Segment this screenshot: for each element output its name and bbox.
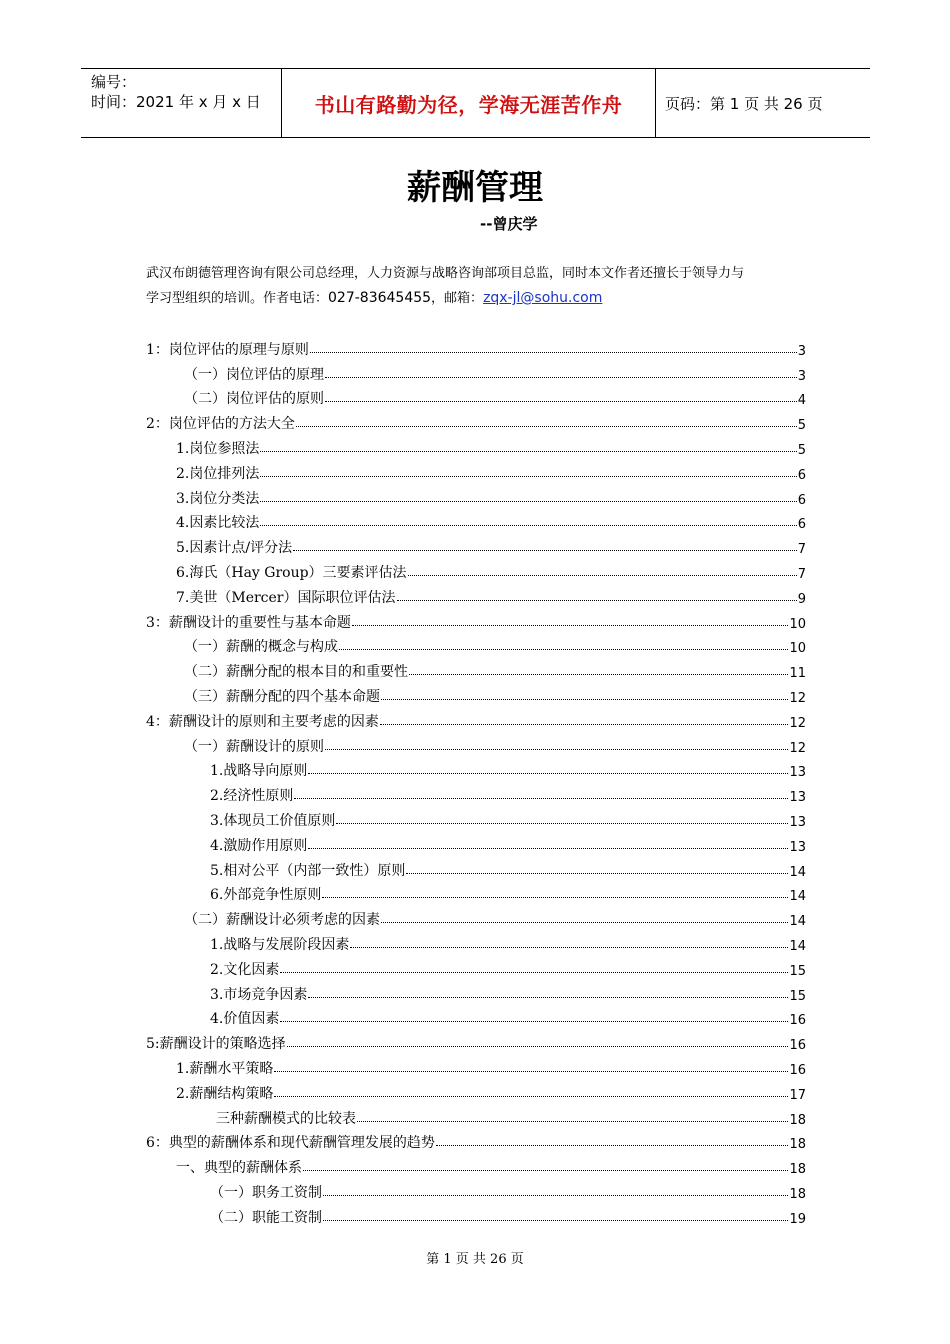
toc-entry[interactable] [146, 706, 806, 731]
toc-entry[interactable] [146, 731, 806, 756]
toc-dot-leader [380, 724, 789, 725]
toc-entry[interactable] [146, 582, 806, 607]
toc-entry-page: 6 [797, 467, 806, 483]
toc-entry-page: 12 [789, 690, 806, 706]
toc-dot-leader [303, 1170, 788, 1171]
toc-entry-title: 2.薪酬结构策略 [176, 1085, 274, 1102]
toc-entry-title: 4.激励作用原则 [210, 837, 308, 854]
toc-entry[interactable] [146, 607, 806, 632]
intro-line-2-prefix: 学习型组织的培训。作者电话： [146, 291, 329, 306]
intro-line-2 [146, 286, 826, 311]
page-header-table [81, 68, 870, 138]
toc-entry-page: 13 [789, 814, 806, 830]
toc-entry[interactable] [146, 1004, 806, 1029]
toc-entry-title: 2：岗位评估的方法大全 [146, 416, 295, 433]
toc-entry[interactable] [146, 483, 806, 508]
toc-entry-title: （一）薪酬设计的原则 [184, 738, 324, 755]
toc-entry[interactable] [146, 1152, 806, 1177]
toc-dot-leader [287, 1046, 789, 1047]
toc-dot-leader [260, 525, 796, 526]
toc-entry-title: （一）职务工资制 [210, 1184, 322, 1201]
toc-entry-page: 11 [789, 666, 806, 682]
toc-entry-page: 16 [789, 1062, 806, 1078]
toc-entry[interactable] [146, 632, 806, 657]
toc-entry-title: 一、典型的薪酬体系 [176, 1160, 302, 1177]
toc-entry-page: 19 [789, 1211, 806, 1227]
header-motto: 书山有路勤为径，学海无涯苦作舟 [314, 92, 623, 117]
toc-entry-title: 3：薪酬设计的重要性与基本命题 [146, 614, 351, 631]
author-email-link[interactable]: zqx-jl@sohu.com [483, 290, 603, 306]
toc-dot-leader [408, 575, 797, 576]
toc-entry-page: 5 [797, 442, 806, 458]
toc-entry-title: 1.薪酬水平策略 [176, 1060, 274, 1077]
toc-entry[interactable] [146, 954, 806, 979]
toc-dot-leader [280, 972, 788, 973]
toc-dot-leader [308, 773, 788, 774]
toc-entry[interactable] [146, 1202, 806, 1227]
toc-entry-page: 14 [789, 938, 806, 954]
toc-entry[interactable] [146, 508, 806, 533]
toc-entry-page: 10 [789, 616, 806, 632]
toc-entry-title: 5.相对公平（内部一致性）原则 [210, 862, 406, 879]
toc-dot-leader [325, 401, 797, 402]
toc-entry-page: 10 [789, 641, 806, 657]
toc-entry[interactable] [146, 532, 806, 557]
toc-dot-leader [280, 1021, 788, 1022]
toc-dot-leader [350, 947, 788, 948]
toc-entry-page: 17 [789, 1087, 806, 1103]
toc-dot-leader [308, 997, 788, 998]
header-page-cell [655, 69, 870, 137]
toc-dot-leader [323, 1220, 788, 1221]
document-author: --曾庆学 [480, 215, 538, 233]
toc-entry-page: 9 [797, 591, 806, 607]
toc-dot-leader [381, 699, 788, 700]
toc-entry[interactable] [146, 904, 806, 929]
toc-dot-leader [260, 476, 796, 477]
doc-time-label: 时间：2021 年 x 月 x 日 [91, 93, 261, 111]
toc-entry-title: （二）岗位评估的原则 [184, 391, 324, 408]
toc-entry-title: （一）薪酬的概念与构成 [184, 639, 338, 656]
toc-entry-title: （二）薪酬分配的根本目的和重要性 [184, 664, 408, 681]
toc-dot-leader [308, 848, 788, 849]
toc-dot-leader [274, 1096, 788, 1097]
toc-entry-page: 14 [789, 914, 806, 930]
toc-entry[interactable] [146, 458, 806, 483]
document-title: 薪酬管理 [407, 168, 543, 208]
toc-entry[interactable] [146, 433, 806, 458]
toc-entry[interactable] [146, 780, 806, 805]
toc-entry-page: 18 [789, 1137, 806, 1153]
toc-entry[interactable] [146, 334, 806, 359]
toc-dot-leader [325, 749, 788, 750]
toc-entry-page: 6 [797, 492, 806, 508]
toc-entry-page: 18 [789, 1112, 806, 1128]
toc-entry-title: 3.体现员工价值原则 [210, 812, 336, 829]
toc-entry[interactable] [146, 656, 806, 681]
email-label: ，邮箱： [431, 291, 484, 306]
toc-entry-title: 1.战略导向原则 [210, 763, 308, 780]
toc-dot-leader [293, 550, 797, 551]
toc-entry-page: 3 [797, 368, 806, 384]
toc-entry-title: 6.海氏（Hay Group）三要素评估法 [176, 564, 407, 581]
toc-entry[interactable] [146, 880, 806, 905]
toc-dot-leader [310, 352, 797, 353]
header-motto-cell [281, 69, 656, 137]
toc-dot-leader [260, 501, 796, 502]
toc-entry-title: 2.经济性原则 [210, 788, 294, 805]
toc-dot-leader [381, 922, 788, 923]
toc-dot-leader [397, 600, 797, 601]
toc-entry-page: 14 [789, 864, 806, 880]
doc-number-label: 编号： [91, 73, 137, 91]
toc-entry-title: 2.岗位排列法 [176, 465, 260, 482]
toc-dot-leader [357, 1121, 788, 1122]
toc-entry-title: （一）岗位评估的原理 [184, 366, 324, 383]
toc-entry-page: 7 [797, 542, 806, 558]
toc-entry[interactable] [146, 805, 806, 830]
toc-dot-leader [409, 674, 788, 675]
header-page-info: 页码：第 1 页 共 26 页 [665, 94, 823, 113]
toc-entry-title: 7.美世（Mercer）国际职位评估法 [176, 589, 396, 606]
toc-entry-title: 6：典型的薪酬体系和现代薪酬管理发展的趋势 [146, 1135, 435, 1152]
toc-entry-page: 13 [789, 765, 806, 781]
toc-dot-leader [406, 873, 788, 874]
toc-entry-title: 2.文化因素 [210, 961, 280, 978]
toc-dot-leader [323, 1195, 788, 1196]
toc-entry[interactable] [146, 855, 806, 880]
toc-dot-leader [336, 823, 788, 824]
toc-entry[interactable] [146, 756, 806, 781]
toc-entry-page: 5 [797, 418, 806, 434]
toc-entry-page: 16 [789, 1013, 806, 1029]
toc-entry[interactable] [146, 1053, 806, 1078]
toc-dot-leader [325, 377, 797, 378]
toc-entry-title: 1.岗位参照法 [176, 440, 260, 457]
toc-entry[interactable] [146, 979, 806, 1004]
toc-entry-page: 15 [789, 988, 806, 1004]
toc-entry-title: 3.市场竞争因素 [210, 986, 308, 1003]
toc-entry-title: 三种薪酬模式的比较表 [216, 1110, 356, 1127]
toc-dot-leader [294, 798, 788, 799]
toc-dot-leader [322, 897, 788, 898]
toc-dot-leader [339, 649, 788, 650]
toc-entry[interactable] [146, 1177, 806, 1202]
toc-entry-page: 16 [789, 1038, 806, 1054]
toc-entry-title: 5.因素计点/评分法 [176, 540, 293, 557]
toc-entry-page: 3 [797, 343, 806, 359]
toc-entry-title: （三）薪酬分配的四个基本命题 [184, 688, 380, 705]
toc-entry-page: 13 [789, 839, 806, 855]
toc-entry-title: 4.价值因素 [210, 1011, 280, 1028]
toc-entry-title: 1.战略与发展阶段因素 [210, 936, 350, 953]
toc-dot-leader [296, 426, 797, 427]
toc-dot-leader [260, 451, 796, 452]
page-footer: 第 1 页 共 26 页 [426, 1252, 524, 1267]
toc-entry[interactable] [146, 557, 806, 582]
toc-entry[interactable] [146, 929, 806, 954]
toc-entry-page: 4 [797, 393, 806, 409]
toc-entry-page: 6 [797, 517, 806, 533]
toc-entry-page: 15 [789, 963, 806, 979]
toc-entry[interactable] [146, 1128, 806, 1153]
toc-entry[interactable] [146, 830, 806, 855]
toc-dot-leader [436, 1145, 789, 1146]
toc-entry-page: 13 [789, 790, 806, 806]
toc-entry[interactable] [146, 408, 806, 433]
toc-entry-title: 4.因素比较法 [176, 515, 260, 532]
toc-dot-leader [274, 1071, 788, 1072]
toc-entry[interactable] [146, 681, 806, 706]
toc-entry[interactable] [146, 384, 806, 409]
header-meta-cell [81, 69, 281, 137]
toc-entry-page: 7 [797, 566, 806, 582]
toc-entry-title: （二）职能工资制 [210, 1209, 322, 1226]
toc-entry-title: 4：薪酬设计的原则和主要考虑的因素 [146, 713, 379, 730]
toc-entry-title: 5:薪酬设计的策略选择 [146, 1036, 286, 1053]
author-intro [146, 262, 826, 311]
toc-entry-page: 18 [789, 1162, 806, 1178]
toc-entry[interactable] [146, 359, 806, 384]
toc-entry-page: 12 [789, 715, 806, 731]
intro-line-1: 武汉布朗德管理咨询有限公司总经理，人力资源与战略咨询部项目总监，同时本文作者还擅长于领导力与 [146, 266, 745, 281]
toc-dot-leader [352, 625, 789, 626]
toc-entry[interactable] [146, 1078, 806, 1103]
toc-entry-title: （二）薪酬设计必须考虑的因素 [184, 912, 380, 929]
toc-entry-title: 1：岗位评估的原理与原则 [146, 341, 309, 358]
table-of-contents [146, 334, 806, 1227]
toc-entry[interactable] [146, 1103, 806, 1128]
toc-entry[interactable] [146, 1028, 806, 1053]
toc-entry-page: 12 [789, 740, 806, 756]
toc-entry-title: 3.岗位分类法 [176, 490, 260, 507]
toc-entry-page: 14 [789, 889, 806, 905]
toc-entry-page: 18 [789, 1186, 806, 1202]
author-phone: 027-83645455 [328, 290, 432, 306]
toc-entry-title: 6.外部竞争性原则 [210, 887, 322, 904]
